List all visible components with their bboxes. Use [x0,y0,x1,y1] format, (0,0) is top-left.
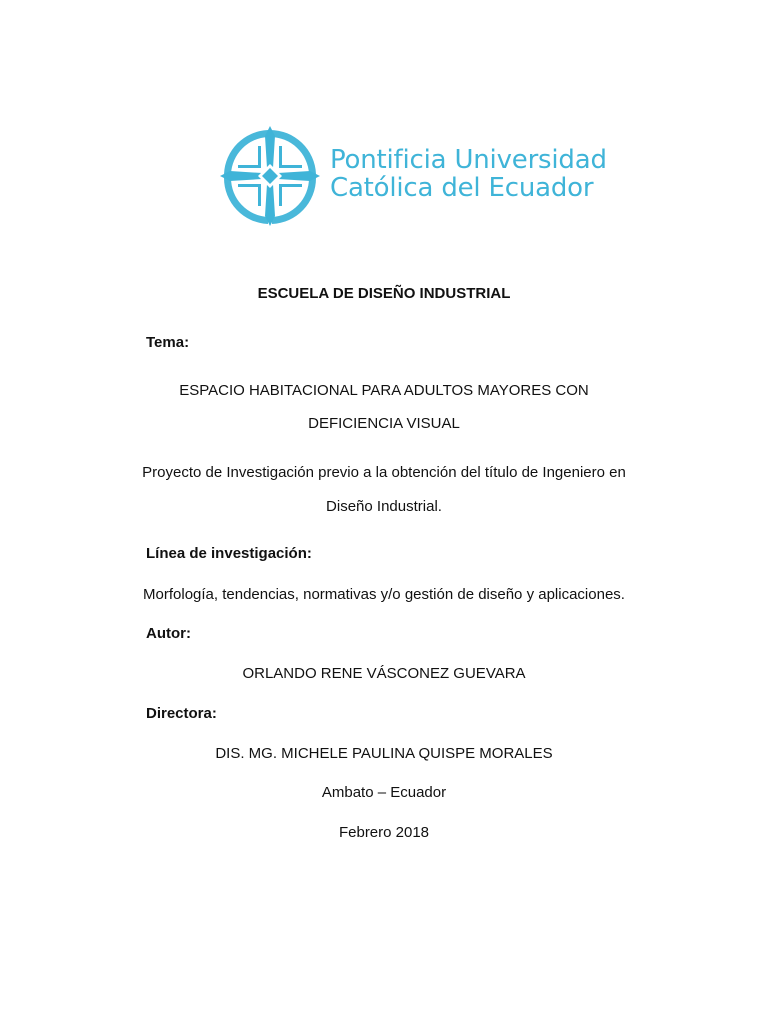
tema-line-2: DEFICIENCIA VISUAL [308,415,460,432]
autor-label: Autor: [146,625,191,642]
place: Ambato – Ecuador [321,784,447,801]
university-name-line1: Pontificia Universidad [330,145,607,175]
directora-label: Directora: [146,705,217,722]
university-logo [214,124,607,230]
tema-line-1: ESPACIO HABITACIONAL PARA ADULTOS MAYORES CON [179,382,589,399]
school-title: ESCUELA DE DISEÑO INDUSTRIAL [257,285,511,302]
linea-label: Línea de investigación: [146,545,312,562]
directora-value: DIS. MG. MICHELE PAULINA QUISPE MORALES [215,745,553,762]
university-name-line2: Católica del Ecuador [330,173,594,203]
university-name [330,146,607,202]
date: Febrero 2018 [338,824,430,841]
tema-label: Tema: [146,334,190,351]
university-cross-emblem-icon [216,124,324,228]
project-line-1: Proyecto de Investigación previo a la obtención del título de Ingeniero en [142,464,626,481]
linea-value: Morfología, tendencias, normativas y/o gestión de diseño y aplicaciones. [143,586,625,603]
autor-value: ORLANDO RENE VÁSCONEZ GUEVARA [242,665,526,682]
project-line-2: Diseño Industrial. [326,498,442,515]
